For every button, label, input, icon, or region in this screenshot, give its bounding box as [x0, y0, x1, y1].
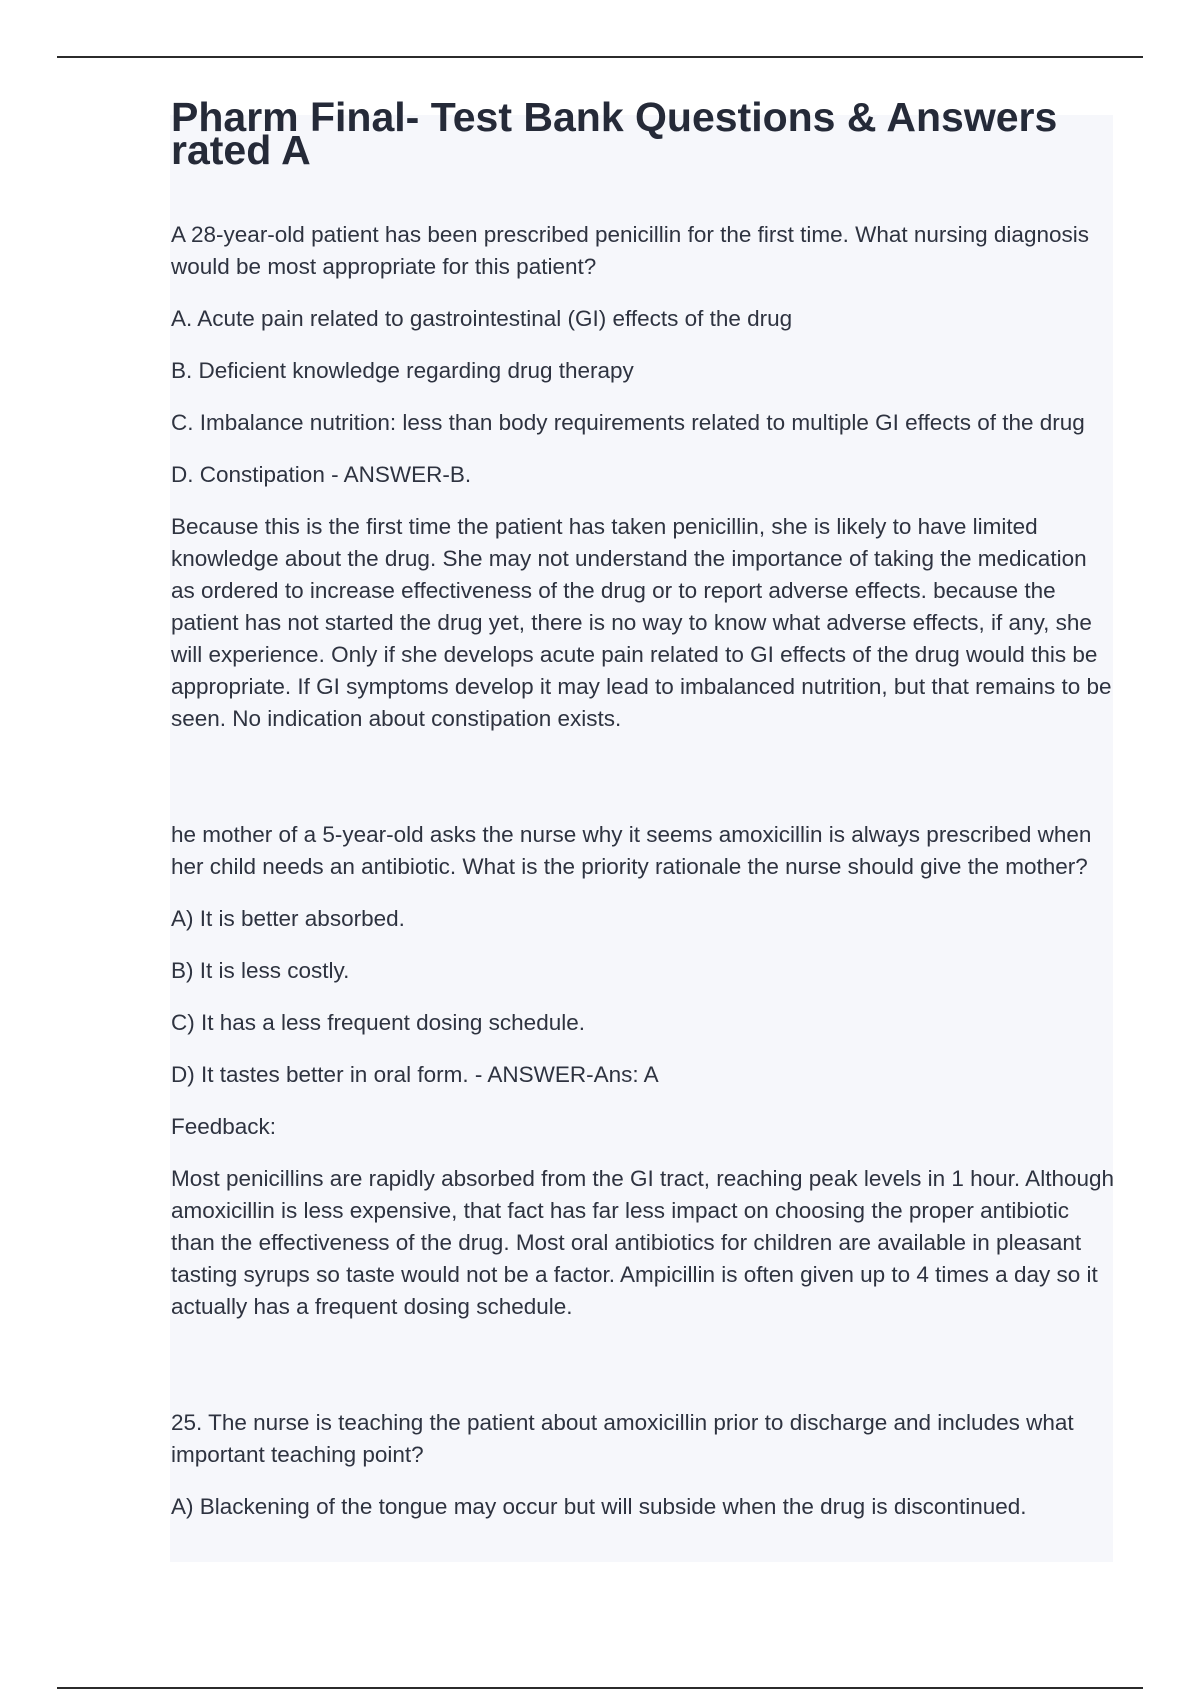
feedback-label: Feedback:	[171, 1114, 277, 1139]
answer-option: C. Imbalance nutrition: less than body requirements related to multiple GI effects of the drug	[171, 410, 1085, 435]
question-block-1	[171, 219, 1116, 735]
answer-option: D) It tastes better in oral form. - ANSWER-Ans: A	[171, 1062, 659, 1087]
question-text: 25. The nurse is teaching the patient about amoxicillin prior to discharge and includes what important teaching point?	[171, 1410, 1074, 1467]
question-block-2	[171, 819, 1116, 1323]
answer-option: A) It is better absorbed.	[171, 906, 405, 931]
answer-option: D. Constipation - ANSWER-B.	[171, 462, 472, 487]
answer-option: B. Deficient knowledge regarding drug therapy	[171, 358, 634, 383]
explanation-text: Most penicillins are rapidly absorbed from the GI tract, reaching peak levels in 1 hour. Although amoxicillin is less expensive, that fact has far less impact on choosing the proper antibiotic than the effectiveness of the drug. Most oral antibiotics for children are available in pleasant tasting syrups so taste would not be a factor. Ampicillin is often given up to 4 times a day so it actually has a frequent dosing schedule.	[171, 1166, 1115, 1319]
document-title: Pharm Final- Test Bank Questions & Answers rated A	[171, 94, 1058, 173]
question-text: A 28-year-old patient has been prescribed penicillin for the first time. What nursing diagnosis would be most appropriate for this patient?	[171, 222, 1089, 279]
answer-option: B) It is less costly.	[171, 958, 350, 983]
explanation-text: Because this is the first time the patient has taken penicillin, she is likely to have limited knowledge about the drug. She may not understand the importance of taking the medication as ordered to increase effectiveness of the drug or to report adverse effects. because the patient has not started the drug yet, there is no way to know what adverse effects, if any, she will experience. Only if she develops acute pain related to GI effects of the drug would this be appropriate. If GI symptoms develop it may lead to imbalanced nutrition, but that remains to be seen. No indication about constipation exists.	[171, 514, 1112, 731]
answer-option: C) It has a less frequent dosing schedule.	[171, 1010, 585, 1035]
answer-option: A. Acute pain related to gastrointestinal (GI) effects of the drug	[171, 306, 793, 331]
block-spacer	[171, 755, 1116, 819]
answer-option: A) Blackening of the tongue may occur but will subside when the drug is discontinued.	[171, 1494, 1027, 1519]
top-divider	[57, 56, 1143, 58]
document-body	[171, 94, 1116, 1543]
block-spacer	[171, 1343, 1116, 1407]
question-block-3	[171, 1407, 1116, 1523]
question-text: he mother of a 5-year-old asks the nurse why it seems amoxicillin is always prescribed when her child needs an antibiotic. What is the priority rationale the nurse should give the mother?	[171, 822, 1092, 879]
bottom-divider	[57, 1687, 1143, 1689]
